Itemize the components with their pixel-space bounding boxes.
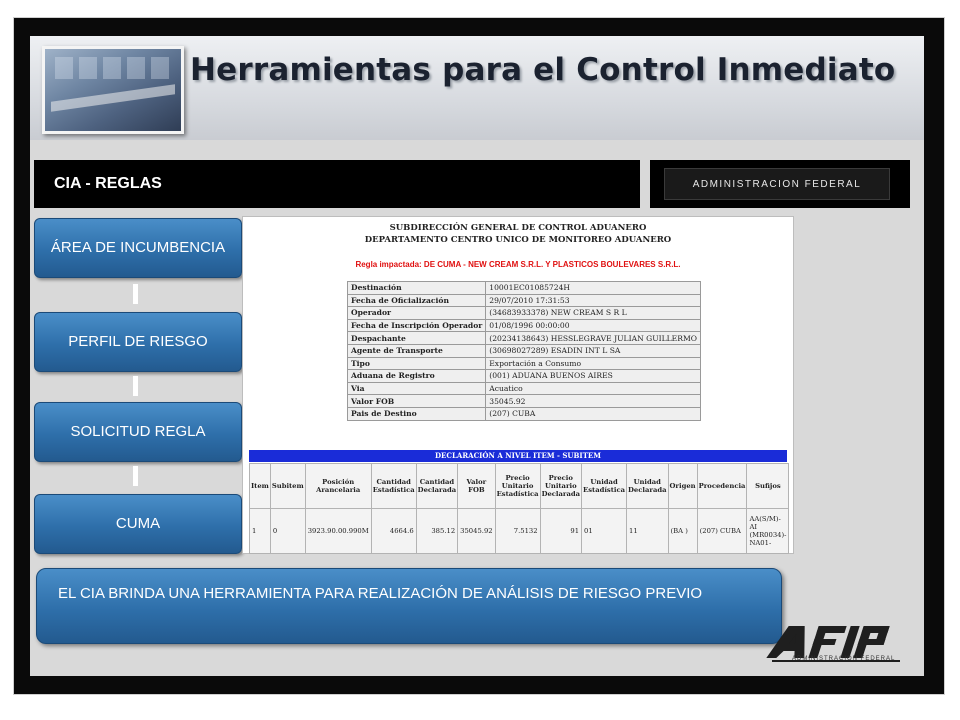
nav-connector: [133, 376, 138, 396]
declaration-items-table: [249, 463, 789, 554]
building-photo: [42, 46, 184, 134]
section-title: CIA - REGLAS: [54, 175, 162, 192]
info-value: (001) ADUANA BUENOS AIRES: [486, 370, 701, 383]
nav-button-area-incumbencia[interactable]: ÁREA DE INCUMBENCIA: [34, 218, 242, 278]
info-key: Operador: [348, 307, 486, 320]
nav-button-cuma[interactable]: CUMA: [34, 494, 242, 554]
column-header: Procedencia: [697, 464, 747, 509]
table-cell: 35045.92: [458, 509, 495, 554]
info-key: Valor FOB: [348, 395, 486, 408]
info-value: 29/07/2010 17:31:53: [486, 294, 701, 307]
table-cell: 7.5132: [495, 509, 540, 554]
nav-button-perfil-riesgo[interactable]: PERFIL DE RIESGO: [34, 312, 242, 372]
info-value: (34683933378) NEW CREAM S R L: [486, 307, 701, 320]
table-cell: 3923.90.00.990M: [305, 509, 371, 554]
info-row: [348, 407, 701, 420]
table-cell: 0: [270, 509, 305, 554]
column-header: Valor FOB: [458, 464, 495, 509]
column-header: Subitem: [270, 464, 305, 509]
info-row: [348, 382, 701, 395]
column-header: Precio Unitario Estadística: [495, 464, 540, 509]
column-header: Unidad Declarada: [627, 464, 668, 509]
column-header: Cantidad Declarada: [416, 464, 457, 509]
table-cell: AA(S/M)-AI (MR0034)-NA01-: [747, 509, 789, 554]
table-row: [250, 509, 789, 554]
report-heading: SUBDIRECCIÓN GENERAL DE CONTROL ADUANERO: [389, 223, 647, 233]
info-key: Tipo: [348, 357, 486, 370]
info-key: Pais de Destino: [348, 407, 486, 420]
info-value: Acuatico: [486, 382, 701, 395]
info-row: [348, 282, 701, 295]
table-cell: 11: [627, 509, 668, 554]
info-key: Aduana de Registro: [348, 370, 486, 383]
afip-logo: [766, 622, 906, 670]
info-row: [348, 395, 701, 408]
info-row: [348, 294, 701, 307]
afip-logo-caption: ADMINISTRACION FEDERAL: [792, 656, 896, 662]
info-banner: [36, 568, 782, 644]
column-header: Posición Arancelaria: [305, 464, 371, 509]
info-row: [348, 307, 701, 320]
info-key: Fecha de Inscripción Operador: [348, 319, 486, 332]
report-document: [242, 216, 794, 554]
column-header: Precio Unitario Declarada: [540, 464, 581, 509]
declaration-items-header: DECLARACIÓN A NIVEL ITEM - SUBITEM: [249, 450, 787, 462]
info-row: [348, 344, 701, 357]
table-cell: (207) CUBA: [697, 509, 747, 554]
column-header: Unidad Estadística: [582, 464, 627, 509]
page-title: Herramientas para el Control Inmediato: [190, 52, 896, 88]
info-key: Agente de Transporte: [348, 344, 486, 357]
column-header: Cantidad Estadística: [371, 464, 416, 509]
table-cell: 01: [582, 509, 627, 554]
info-row: [348, 357, 701, 370]
info-key: Via: [348, 382, 486, 395]
info-value: (30698027289) ESADIN INT L SA: [486, 344, 701, 357]
table-cell: 1: [250, 509, 271, 554]
info-row: [348, 332, 701, 345]
info-value: Exportación a Consumo: [486, 357, 701, 370]
column-header: Origen: [668, 464, 697, 509]
admin-banner-label: ADMINISTRACION FEDERAL: [664, 168, 890, 200]
table-cell: (BA ): [668, 509, 697, 554]
info-key: Despachante: [348, 332, 486, 345]
info-value: 01/08/1996 00:00:00: [486, 319, 701, 332]
info-row: [348, 319, 701, 332]
info-value: (207) CUBA: [486, 407, 701, 420]
info-banner-text: EL CIA BRINDA UNA HERRAMIENTA PARA REALIZACIÓN DE ANÁLISIS DE RIESGO PREVIO: [58, 585, 703, 602]
table-cell: 385.12: [416, 509, 457, 554]
column-header: Sufijos: [747, 464, 789, 509]
info-key: Destinación: [348, 282, 486, 295]
table-cell: 91: [540, 509, 581, 554]
column-header: Item: [250, 464, 271, 509]
info-value: 35045.92: [486, 395, 701, 408]
info-value: (20234138643) HESSLEGRAVE JULIAN GUILLERMO: [486, 332, 701, 345]
rule-impacted-text: Regla impactada: DE CUMA - NEW CREAM S.R.L. Y PLASTICOS BOULEVARES S.R.L.: [355, 260, 681, 269]
nav-connector: [133, 466, 138, 486]
declaration-info-table: [347, 281, 701, 421]
nav-connector: [133, 284, 138, 304]
info-key: Fecha de Oficialización: [348, 294, 486, 307]
report-subheading: DEPARTAMENTO CENTRO UNICO DE MONITOREO ADUANERO: [364, 235, 672, 245]
table-cell: 4664.6: [371, 509, 416, 554]
nav-button-solicitud-regla[interactable]: SOLICITUD REGLA: [34, 402, 242, 462]
info-value: 10001EC01085724H: [486, 282, 701, 295]
info-row: [348, 370, 701, 383]
